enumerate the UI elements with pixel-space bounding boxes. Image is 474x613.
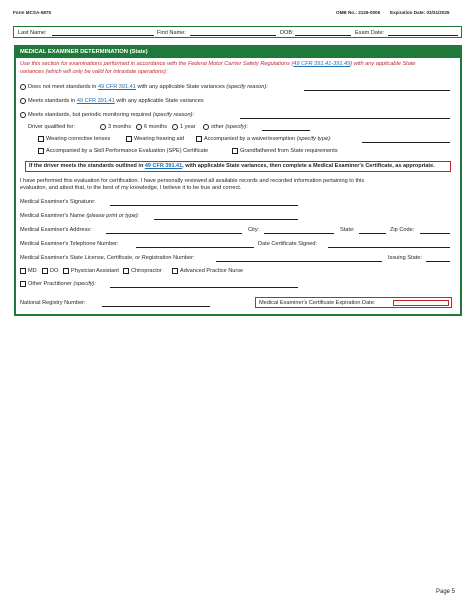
grandfathered-label: Grandfathered from State requirements xyxy=(240,148,338,154)
physician-assistant-checkbox[interactable] xyxy=(63,268,69,274)
waiver-checkbox[interactable] xyxy=(196,136,202,142)
examiner-name-label: Medical Examiner's Name (please print or type): xyxy=(20,213,140,219)
waiver-type-field[interactable] xyxy=(362,142,450,143)
zip-field[interactable] xyxy=(420,233,450,234)
expiration-date: Expiration Date: 03/31/2025 xyxy=(390,10,450,15)
examiner-name-field[interactable] xyxy=(154,219,298,220)
last-name-label: Last Name: xyxy=(18,30,47,36)
omb-number: OMB No.: 2126-0006 xyxy=(336,10,381,15)
certificate-expiration-field[interactable] xyxy=(393,300,449,306)
qualified-3-months-label: 3 months xyxy=(108,124,132,130)
hearing-aid-label: Wearing hearing aid xyxy=(134,136,184,142)
city-label: City: xyxy=(248,227,260,233)
state-label: State: xyxy=(340,227,355,233)
medical-examiner-determination-section xyxy=(14,45,462,316)
spe-certificate-checkbox[interactable] xyxy=(38,148,44,154)
registry-label: National Registry Number: xyxy=(20,300,86,306)
certificate-notice: If the driver meets the standards outlined in 49 CFR 391.41, with applicable State variances, then complete a Medical Examiner's Certificate, as appropriate. xyxy=(25,161,451,172)
intro-cfr-link[interactable]: 49 CFR 391.41-391.49 xyxy=(293,61,351,67)
corrective-lenses-label: Wearing corrective lenses xyxy=(46,136,111,142)
telephone-field[interactable] xyxy=(136,247,254,248)
physician-assistant-label: Physician Assistant xyxy=(71,268,119,274)
waiver-label: Accompanied by a waiver/exemption (specify type): xyxy=(204,136,332,142)
page-number: Page 5 xyxy=(436,589,456,595)
md-label: MD xyxy=(28,268,37,274)
other-practitioner-checkbox[interactable] xyxy=(20,281,26,287)
last-name-field[interactable] xyxy=(52,35,154,36)
first-name-label: First Name: xyxy=(157,30,186,36)
periodic-monitoring-label: Meets standards, but periodic monitoring required (specify reason): xyxy=(28,112,195,118)
attestation-line1: I have performed this evaluation for certification. I have personally reviewed all available records and recorded information pertaining to this xyxy=(20,178,365,184)
qualified-other-radio[interactable] xyxy=(203,124,209,130)
driver-name-row xyxy=(13,26,462,38)
spe-certificate-label: Accompanied by a Skill Performance Evaluation (SPE) Certificate xyxy=(46,148,209,154)
meets-standards-label: Meets standards in 49 CFR 391.41 with any applicable State variances xyxy=(28,98,204,104)
qualified-other-label: other (specify): xyxy=(211,124,249,130)
city-field[interactable] xyxy=(264,233,334,234)
grandfathered-checkbox[interactable] xyxy=(232,148,238,154)
qualified-6-months-label: 6 months xyxy=(144,124,168,130)
state-field[interactable] xyxy=(359,233,386,234)
registry-field[interactable] xyxy=(102,306,210,307)
certificate-expiration-box xyxy=(255,297,452,308)
license-field[interactable] xyxy=(216,261,382,262)
section-title: MEDICAL EXAMINER DETERMINATION (State) xyxy=(16,47,460,58)
opt2-cfr-link[interactable]: 49 CFR 391.41 xyxy=(76,98,115,104)
date-signed-label: Date Certificate Signed: xyxy=(258,241,318,247)
advanced-practice-nurse-checkbox[interactable] xyxy=(172,268,178,274)
address-field[interactable] xyxy=(106,233,242,234)
periodic-monitoring-radio[interactable] xyxy=(20,112,26,118)
exam-date-label: Exam Date: xyxy=(355,30,385,36)
exam-date-field[interactable] xyxy=(388,35,458,36)
license-label: Medical Examiner's State License, Certificate, or Registration Number: xyxy=(20,255,195,261)
qualified-other-field[interactable] xyxy=(262,130,310,131)
date-signed-field[interactable] xyxy=(328,247,450,248)
attestation-line2: evaluation, and attest that, to the best of my knowledge, I believe it to be true and correct. xyxy=(20,185,242,191)
does-not-meet-reason-field[interactable] xyxy=(304,90,450,91)
qualified-for-label: Driver qualified for: xyxy=(28,124,75,130)
do-label: DO xyxy=(50,268,59,274)
zip-label: Zip Code: xyxy=(390,227,415,233)
other-practitioner-label: Other Practitioner (specify): xyxy=(28,281,97,287)
intro-text-line2: variances (which will only be valid for intrastate operations): xyxy=(20,69,168,75)
qualified-1-year-label: 1 year xyxy=(180,124,196,130)
intro-text: Use this section for examinations performed in accordance with the Federal Motor Carrier Safety Regulations (49 CFR 391.41-391.49) with any applicable State xyxy=(20,61,416,67)
form-id: Form MCSA-5875 xyxy=(13,10,52,15)
corrective-lenses-checkbox[interactable] xyxy=(38,136,44,142)
opt1-cfr-link[interactable]: 49 CFR 391.41 xyxy=(97,84,136,90)
signature-label: Medical Examiner's Signature: xyxy=(20,199,96,205)
does-not-meet-label: Does not meet standards in 49 CFR 391.41 with any applicable State variances (specify reason): xyxy=(28,84,268,90)
issuing-state-label: Issuing State: xyxy=(388,255,422,261)
does-not-meet-radio[interactable] xyxy=(20,84,26,90)
qualified-1-year-radio[interactable] xyxy=(172,124,178,130)
chiropractor-label: Chiropractor xyxy=(131,268,162,274)
issuing-state-field[interactable] xyxy=(426,261,450,262)
qualified-6-months-radio[interactable] xyxy=(136,124,142,130)
do-checkbox[interactable] xyxy=(42,268,48,274)
md-checkbox[interactable] xyxy=(20,268,26,274)
dob-field[interactable] xyxy=(295,35,351,36)
certificate-expiration-label: Medical Examiner's Certificate Expiration Date: xyxy=(259,300,376,306)
chiropractor-checkbox[interactable] xyxy=(123,268,129,274)
dob-label: DOB: xyxy=(280,30,294,36)
first-name-field[interactable] xyxy=(190,35,276,36)
advanced-practice-nurse-label: Advanced Practice Nurse xyxy=(180,268,244,274)
hearing-aid-checkbox[interactable] xyxy=(126,136,132,142)
periodic-monitoring-reason-field[interactable] xyxy=(240,118,450,119)
telephone-label: Medical Examiner's Telephone Number: xyxy=(20,241,119,247)
notice-cfr-link[interactable]: 49 CFR 391.41 xyxy=(144,163,183,169)
address-label: Medical Examiner's Address: xyxy=(20,227,92,233)
qualified-3-months-radio[interactable] xyxy=(100,124,106,130)
meets-standards-radio[interactable] xyxy=(20,98,26,104)
signature-field[interactable] xyxy=(110,205,298,206)
other-practitioner-field[interactable] xyxy=(110,287,298,288)
